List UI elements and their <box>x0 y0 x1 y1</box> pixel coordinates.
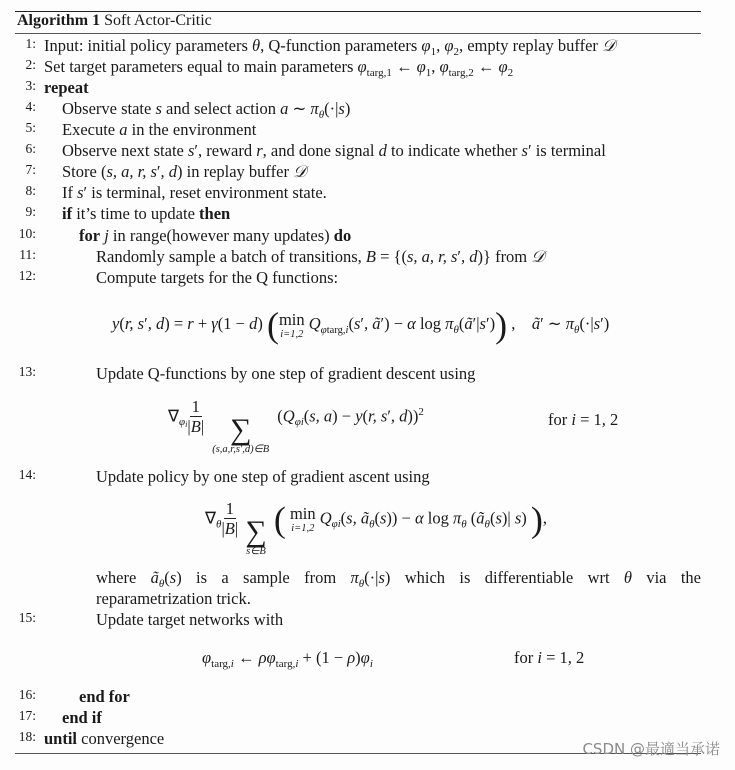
note-reparametrization-cont: reparametrization trick. <box>96 589 251 608</box>
algorithm-label: Algorithm 1 <box>17 12 101 29</box>
for-clause-13: for i = 1, 2 <box>548 410 619 429</box>
until-condition: convergence <box>81 729 165 748</box>
line-text: If s′ is terminal, reset environment state. <box>62 183 327 202</box>
line-number: 16: <box>18 687 36 702</box>
line-number: 1: <box>25 36 36 51</box>
line-number: 9: <box>25 204 36 219</box>
line-number: 12: <box>18 268 36 283</box>
line-text <box>44 729 164 749</box>
line-text: Update target networks with <box>96 610 284 629</box>
line-text: Input: initial policy parameters θ, Q-function parameters $\varphi_1$, $\varphi_2$, empty replay buffer 𝒟 <box>44 36 616 58</box>
note-reparametrization: where $ã_\theta(s)$ is a sample from $\pi_\theta(\cdot|s)$ which is differentiable wrt θ via the <box>96 568 701 590</box>
line-number: 10: <box>18 226 36 241</box>
keyword-repeat: repeat <box>44 78 89 97</box>
line-number: 11: <box>19 247 36 262</box>
line-text: Update Q-functions by one step of gradient descent using <box>96 364 476 383</box>
keyword-if: if <box>62 204 73 223</box>
algorithm-caption <box>17 12 212 30</box>
algorithm-title: Soft Actor-Critic <box>104 12 212 29</box>
line-number: 18: <box>18 729 36 744</box>
equation-q-loss: $\nabla_{\varphi_i}$ $\frac{1}{|B|}$ ∑ (s,a,r,s′,d)∈B ($Q_{\varphi i}(s$, a) − y(r, s′, d))$^2$ <box>168 397 424 456</box>
line-number: 3: <box>25 78 36 93</box>
line-text: for j in range(however many updates) do <box>79 226 352 245</box>
line-number: 17: <box>18 708 36 723</box>
line-number: 5: <box>25 120 36 135</box>
line-number: 8: <box>25 183 36 198</box>
keyword-do: do <box>333 226 352 245</box>
equation-q-target: y(r, s′, d) = r + γ(1 − d) ( min i=1,2 $Q_{\varphi targ,i}(s'$, ã′) − α $\log \pi_\theta(ã'|s')$) , ã′ ∼ $\pi_\theta(\cdot|s')$ <box>112 305 610 346</box>
line-text: Observe next state s′, reward r, and done signal d to indicate whether s′ is terminal <box>62 141 606 160</box>
line-text: Set target parameters equal to main parameters $\varphi_{targ,1}$ ← $\varphi_1$, $\varphi_{targ,2}$ ← $\varphi_2$ <box>44 57 514 79</box>
condition-text: it’s time to update <box>76 204 195 223</box>
line-number: 14: <box>18 467 36 482</box>
watermark: CSDN @最適当承诺 <box>582 740 720 758</box>
line-text: Compute targets for the Q functions: <box>96 268 339 287</box>
equation-policy-loss: $\nabla_\theta$ $\frac{1}{|B|}$ ∑ s∈B ( min i=1,2 $Q_{\varphi i}(s$, $ã_\theta(s)) - \alpha$ $\log \pi_\theta$ ($ã_\theta(s)|$ s) ), <box>205 499 547 558</box>
line-text: Update policy by one step of gradient ascent using <box>96 467 430 486</box>
keyword-end-for: end for <box>79 687 130 706</box>
keyword-until: until <box>44 729 78 748</box>
line-number: 4: <box>25 99 36 114</box>
line-number: 13: <box>18 364 36 379</box>
keyword-then: then <box>199 204 231 223</box>
line-text <box>62 204 230 224</box>
line-number: 2: <box>25 57 36 72</box>
line-text: Observe state s and select action a ∼ $\pi_\theta(\cdot|s)$ <box>62 99 351 121</box>
keyword-for: for <box>79 226 101 245</box>
line-number: 6: <box>25 141 36 156</box>
line-text: Store (s, a, r, s′, d) in replay buffer 𝒟 <box>62 162 307 181</box>
keyword-end-if: end if <box>62 708 102 727</box>
for-clause-15: for i = 1, 2 <box>514 648 585 667</box>
equation-polyak-update: $\varphi_{targ,i}$ ← $\rho\varphi_{targ,i} + (1 - \rho)\varphi_i$ <box>202 648 373 670</box>
line-number: 15: <box>18 610 36 625</box>
line-text: Randomly sample a batch of transitions, B = {(s, a, r, s′, d)} from 𝒟 <box>96 247 545 266</box>
caption-rule <box>15 33 701 34</box>
line-text: Execute a in the environment <box>62 120 257 139</box>
line-number: 7: <box>25 162 36 177</box>
